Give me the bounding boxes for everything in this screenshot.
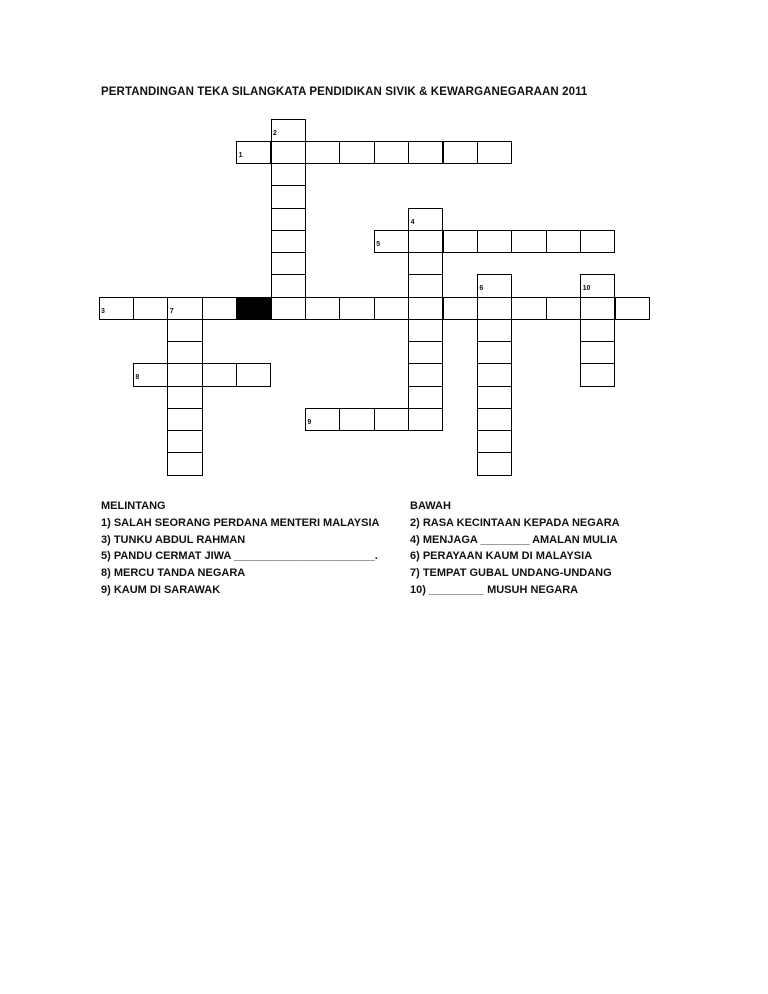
clue-number-2: 2 <box>273 129 277 137</box>
clue-number-5: 5 <box>376 240 381 248</box>
crossword-cell[interactable] <box>408 297 443 320</box>
crossword-cell[interactable] <box>271 252 306 275</box>
crossword-cell[interactable] <box>271 297 306 320</box>
clue-number-9: 9 <box>307 418 312 426</box>
crossword-cell[interactable] <box>477 363 512 386</box>
down-clue-4: 4) MENJAGA ________ AMALAN MULIA <box>410 533 618 546</box>
clue-number-1: 1 <box>238 151 243 159</box>
crossword-cell[interactable] <box>477 297 512 320</box>
crossword-cell[interactable] <box>167 430 202 453</box>
crossword-cell[interactable] <box>408 230 443 253</box>
crossword-cell[interactable] <box>580 319 615 342</box>
crossword-cell[interactable] <box>477 386 512 409</box>
across-clue-8: 8) MERCU TANDA NEGARA <box>101 567 246 580</box>
crossword-cell[interactable] <box>236 363 271 386</box>
down-heading: BAWAH <box>410 500 451 512</box>
down-clues <box>410 498 620 599</box>
down-clue-2: 2) RASA KECINTAAN KEPADA NEGARA <box>410 516 620 529</box>
crossword-cell[interactable] <box>374 408 409 431</box>
crossword-cell[interactable] <box>580 363 615 386</box>
crossword-cell[interactable] <box>580 297 615 320</box>
crossword-cell[interactable] <box>167 386 202 409</box>
crossword-cell[interactable] <box>408 319 443 342</box>
crossword-cell[interactable] <box>271 230 306 253</box>
crossword-cell[interactable] <box>477 230 512 253</box>
clue-number-6: 6 <box>479 285 484 293</box>
crossword-cell[interactable] <box>408 274 443 297</box>
down-clue-6: 6) PERAYAAN KAUM DI MALAYSIA <box>410 550 593 563</box>
crossword-cell[interactable] <box>167 408 202 431</box>
crossword-cell[interactable] <box>202 297 237 320</box>
crossword-cell[interactable] <box>202 363 237 386</box>
crossword-cell[interactable] <box>408 408 443 431</box>
across-clue-9: 9) KAUM DI SARAWAK <box>101 583 221 596</box>
across-heading: MELINTANG <box>101 500 166 512</box>
crossword-cell[interactable] <box>339 408 374 431</box>
crossword-cell[interactable] <box>339 297 374 320</box>
crossword-cell[interactable] <box>511 230 546 253</box>
across-clue-1: 1) SALAH SEORANG PERDANA MENTERI MALAYSIA <box>101 516 380 529</box>
crossword-cell[interactable] <box>271 163 306 186</box>
crossword-cell[interactable] <box>271 208 306 231</box>
crossword-cell[interactable] <box>580 230 615 253</box>
crossword-cell[interactable] <box>477 452 512 475</box>
crossword-black-cell <box>236 297 271 320</box>
crossword-cell[interactable] <box>408 341 443 364</box>
crossword-cell[interactable] <box>167 319 202 342</box>
crossword-cell[interactable] <box>271 274 306 297</box>
across-clues <box>101 498 380 599</box>
crossword-cell[interactable] <box>167 452 202 475</box>
crossword-cell[interactable] <box>408 252 443 275</box>
crossword-cell[interactable] <box>167 341 202 364</box>
clue-number-4: 4 <box>410 218 415 226</box>
crossword-cell[interactable] <box>477 341 512 364</box>
clue-number-10: 10 <box>582 285 591 293</box>
crossword-cell[interactable] <box>443 297 478 320</box>
crossword-cell[interactable] <box>443 230 478 253</box>
crossword-cell[interactable] <box>408 363 443 386</box>
crossword-cell[interactable] <box>339 141 374 164</box>
crossword-cell[interactable] <box>477 319 512 342</box>
crossword-cell[interactable] <box>546 297 581 320</box>
crossword-cell[interactable] <box>615 297 650 320</box>
crossword-cell[interactable] <box>408 141 443 164</box>
across-clue-5: 5) PANDU CERMAT JIWA _______________________. <box>101 550 378 563</box>
down-clue-7: 7) TEMPAT GUBAL UNDANG-UNDANG <box>410 567 612 580</box>
clue-number-3: 3 <box>101 307 105 315</box>
crossword-cell[interactable] <box>167 363 202 386</box>
crossword-cell[interactable] <box>374 141 409 164</box>
crossword-cell[interactable] <box>477 141 512 164</box>
crossword-cell[interactable] <box>443 141 478 164</box>
page-title: PERTANDINGAN TEKA SILANGKATA PENDIDIKAN SIVIK & KEWARGANEGARAAN 2011 <box>101 86 588 98</box>
crossword-cell[interactable] <box>133 297 168 320</box>
crossword-cell[interactable] <box>546 230 581 253</box>
crossword-cell[interactable] <box>271 185 306 208</box>
crossword-cell[interactable] <box>408 386 443 409</box>
crossword-cell[interactable] <box>580 341 615 364</box>
crossword-cell[interactable] <box>305 141 340 164</box>
crossword-cell[interactable] <box>477 408 512 431</box>
clue-number-8: 8 <box>135 374 140 382</box>
crossword-cell[interactable] <box>374 297 409 320</box>
crossword-cell[interactable] <box>511 297 546 320</box>
crossword-cell[interactable] <box>477 430 512 453</box>
down-clue-10: 10) _________ MUSUH NEGARA <box>410 583 579 596</box>
across-clue-3: 3) TUNKU ABDUL RAHMAN <box>101 533 246 546</box>
crossword-cell[interactable] <box>271 141 306 164</box>
clue-number-7: 7 <box>169 307 174 315</box>
crossword-cell[interactable] <box>305 297 340 320</box>
